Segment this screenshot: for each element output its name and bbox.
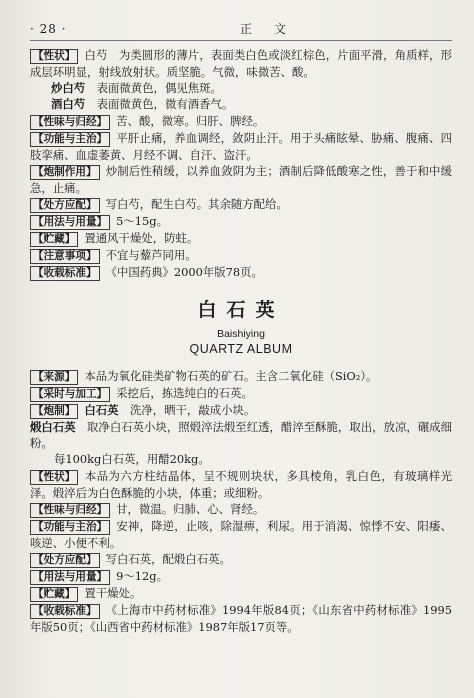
- section-text: 取净白石英小块，照煅淬法煅至红透，醋淬至酥脆，取出，放凉，碾成细粉。: [30, 420, 452, 451]
- entry-paragraph: [30, 368, 452, 385]
- entry-paragraph: [30, 551, 452, 568]
- section-text: 不宜与藜芦同用。: [105, 248, 197, 263]
- section-text: 炒制后性稍缓，以养血敛阴为主；酒制后降低酸寒之性，善于和中缓急，止痛。: [30, 163, 452, 195]
- section-title: 正文: [240, 22, 309, 36]
- entry-latin-name: QUARTZ ALBUM: [189, 342, 293, 357]
- previous-entry-continuation: [30, 47, 452, 281]
- section-text: 《上海市中药材标准》1994年版84页；《山东省中药材标准》1995年版50页；《山西省中药材标准》1987年版17页等。: [30, 603, 452, 635]
- entry-paragraph: [30, 451, 452, 467]
- page-number: · 28 ·: [30, 22, 67, 36]
- entry-paragraph: [30, 501, 452, 518]
- section-tag: 【采时与加工】: [30, 387, 110, 402]
- entry-paragraph: [30, 602, 452, 635]
- section-text: 每100kg白石英，用醋20kg。: [53, 452, 210, 467]
- section-text: 平肝止痛，养血调经，敛阴止汗。用于头痛眩晕、胁痛、腹痛、四肢挛痛、血虚萎黄、月经不调、自汗、盗汗。: [30, 130, 452, 162]
- top-paragraph: [30, 264, 452, 281]
- section-text: 5～15g。: [116, 214, 168, 229]
- section-tag: 【用法与用量】: [30, 570, 110, 585]
- top-paragraph: [30, 96, 452, 112]
- top-paragraph: [30, 130, 452, 163]
- top-paragraph: [30, 113, 452, 130]
- section-tag: 【用法与用量】: [30, 215, 110, 230]
- section-tag: 【处方应配】: [30, 198, 100, 213]
- section-tag: 【来源】: [30, 370, 78, 385]
- section-text: 写白芍，配生白芍。其余随方配给。: [105, 197, 288, 212]
- top-paragraph: [30, 196, 452, 213]
- section-tag: 【性状】: [30, 470, 78, 485]
- section-tag: 【注意事项】: [30, 249, 100, 264]
- section-tag: 【炮制作用】: [30, 165, 100, 180]
- section-tag: 【功能与主治】: [30, 132, 110, 147]
- section-text: 9～12g。: [116, 569, 168, 584]
- entry-paragraph: [30, 402, 452, 419]
- entry-title: 白石英: [197, 299, 285, 322]
- section-text: 表面微黄色，微有酒香气。: [96, 97, 234, 112]
- top-paragraph: [30, 213, 452, 230]
- section-text: 安神，降逆，止咳，除湿痹，利尿。用于消渴、惊悸不安、阳痿、咳逆、小便不利。: [30, 518, 452, 550]
- section-tag: 【贮藏】: [30, 587, 78, 602]
- section-text: 《中国药典》2000年版78页。: [105, 265, 263, 280]
- section-tag: 【性味与归经】: [30, 503, 110, 518]
- entry-paragraph: [30, 518, 452, 551]
- section-tag: 【处方应配】: [30, 553, 100, 568]
- section-text: 苦、酸，微寒。归肝、脾经。: [116, 113, 265, 128]
- entry-pinyin: Baishiying: [217, 328, 265, 341]
- section-text: 写白石英，配煅白石英。: [105, 552, 231, 567]
- processed-form-label: 白石英: [84, 403, 119, 418]
- entry-paragraph: [30, 585, 452, 602]
- section-text: 表面微黄色，偶见焦斑。: [96, 81, 222, 96]
- section-tag: 【收载标准】: [30, 604, 100, 619]
- entry-body: [30, 368, 452, 635]
- top-paragraph: [30, 80, 452, 96]
- section-tag: 【收载标准】: [30, 266, 100, 281]
- section-tag: 【功能与主治】: [30, 520, 110, 535]
- processed-form-label: 酒白芍: [51, 97, 86, 112]
- section-text: 白芍 为类圆形的薄片，表面类白色或淡红棕色，片面平滑，角质样，形成层环明显，射线放射状。质坚脆。气微，味微苦、酸。: [30, 48, 452, 79]
- section-text: 洗净，晒干，敲成小块。: [129, 403, 256, 418]
- processed-form-label: 煅白石英: [30, 420, 76, 435]
- top-paragraph: [30, 230, 452, 247]
- top-paragraph: [30, 163, 452, 196]
- entry-paragraph: [30, 568, 452, 585]
- top-paragraph: [30, 247, 452, 264]
- section-text: 甘，微温。归肺、心、肾经。: [116, 501, 265, 516]
- processed-form-label: 炒白芍: [51, 81, 86, 96]
- section-text: 本品为六方柱结晶体，呈不规则块状，多具棱角，乳白色，有玻璃样光泽。煅淬后为白色酥脆的小块，体重；或细粉。: [30, 468, 452, 500]
- entry-paragraph: [30, 468, 452, 501]
- section-text: 采挖后，拣选纯白的石英。: [116, 386, 253, 401]
- section-tag: 【炮制】: [30, 404, 78, 419]
- section-tag: 【性味与归经】: [30, 115, 110, 130]
- section-text: 置干燥处。: [84, 586, 142, 601]
- entry-paragraph: [30, 419, 452, 451]
- entry-paragraph: [30, 385, 452, 402]
- running-head: [30, 20, 452, 41]
- section-text: 置通风干燥处，防蛀。: [84, 231, 199, 246]
- section-tag: 【性状】: [30, 49, 78, 64]
- top-paragraph: [30, 47, 452, 80]
- section-tag: 【贮藏】: [30, 232, 78, 247]
- section-text: 本品为氧化硅类矿物石英的矿石。主含二氧化硅（SiO₂）。: [84, 369, 378, 384]
